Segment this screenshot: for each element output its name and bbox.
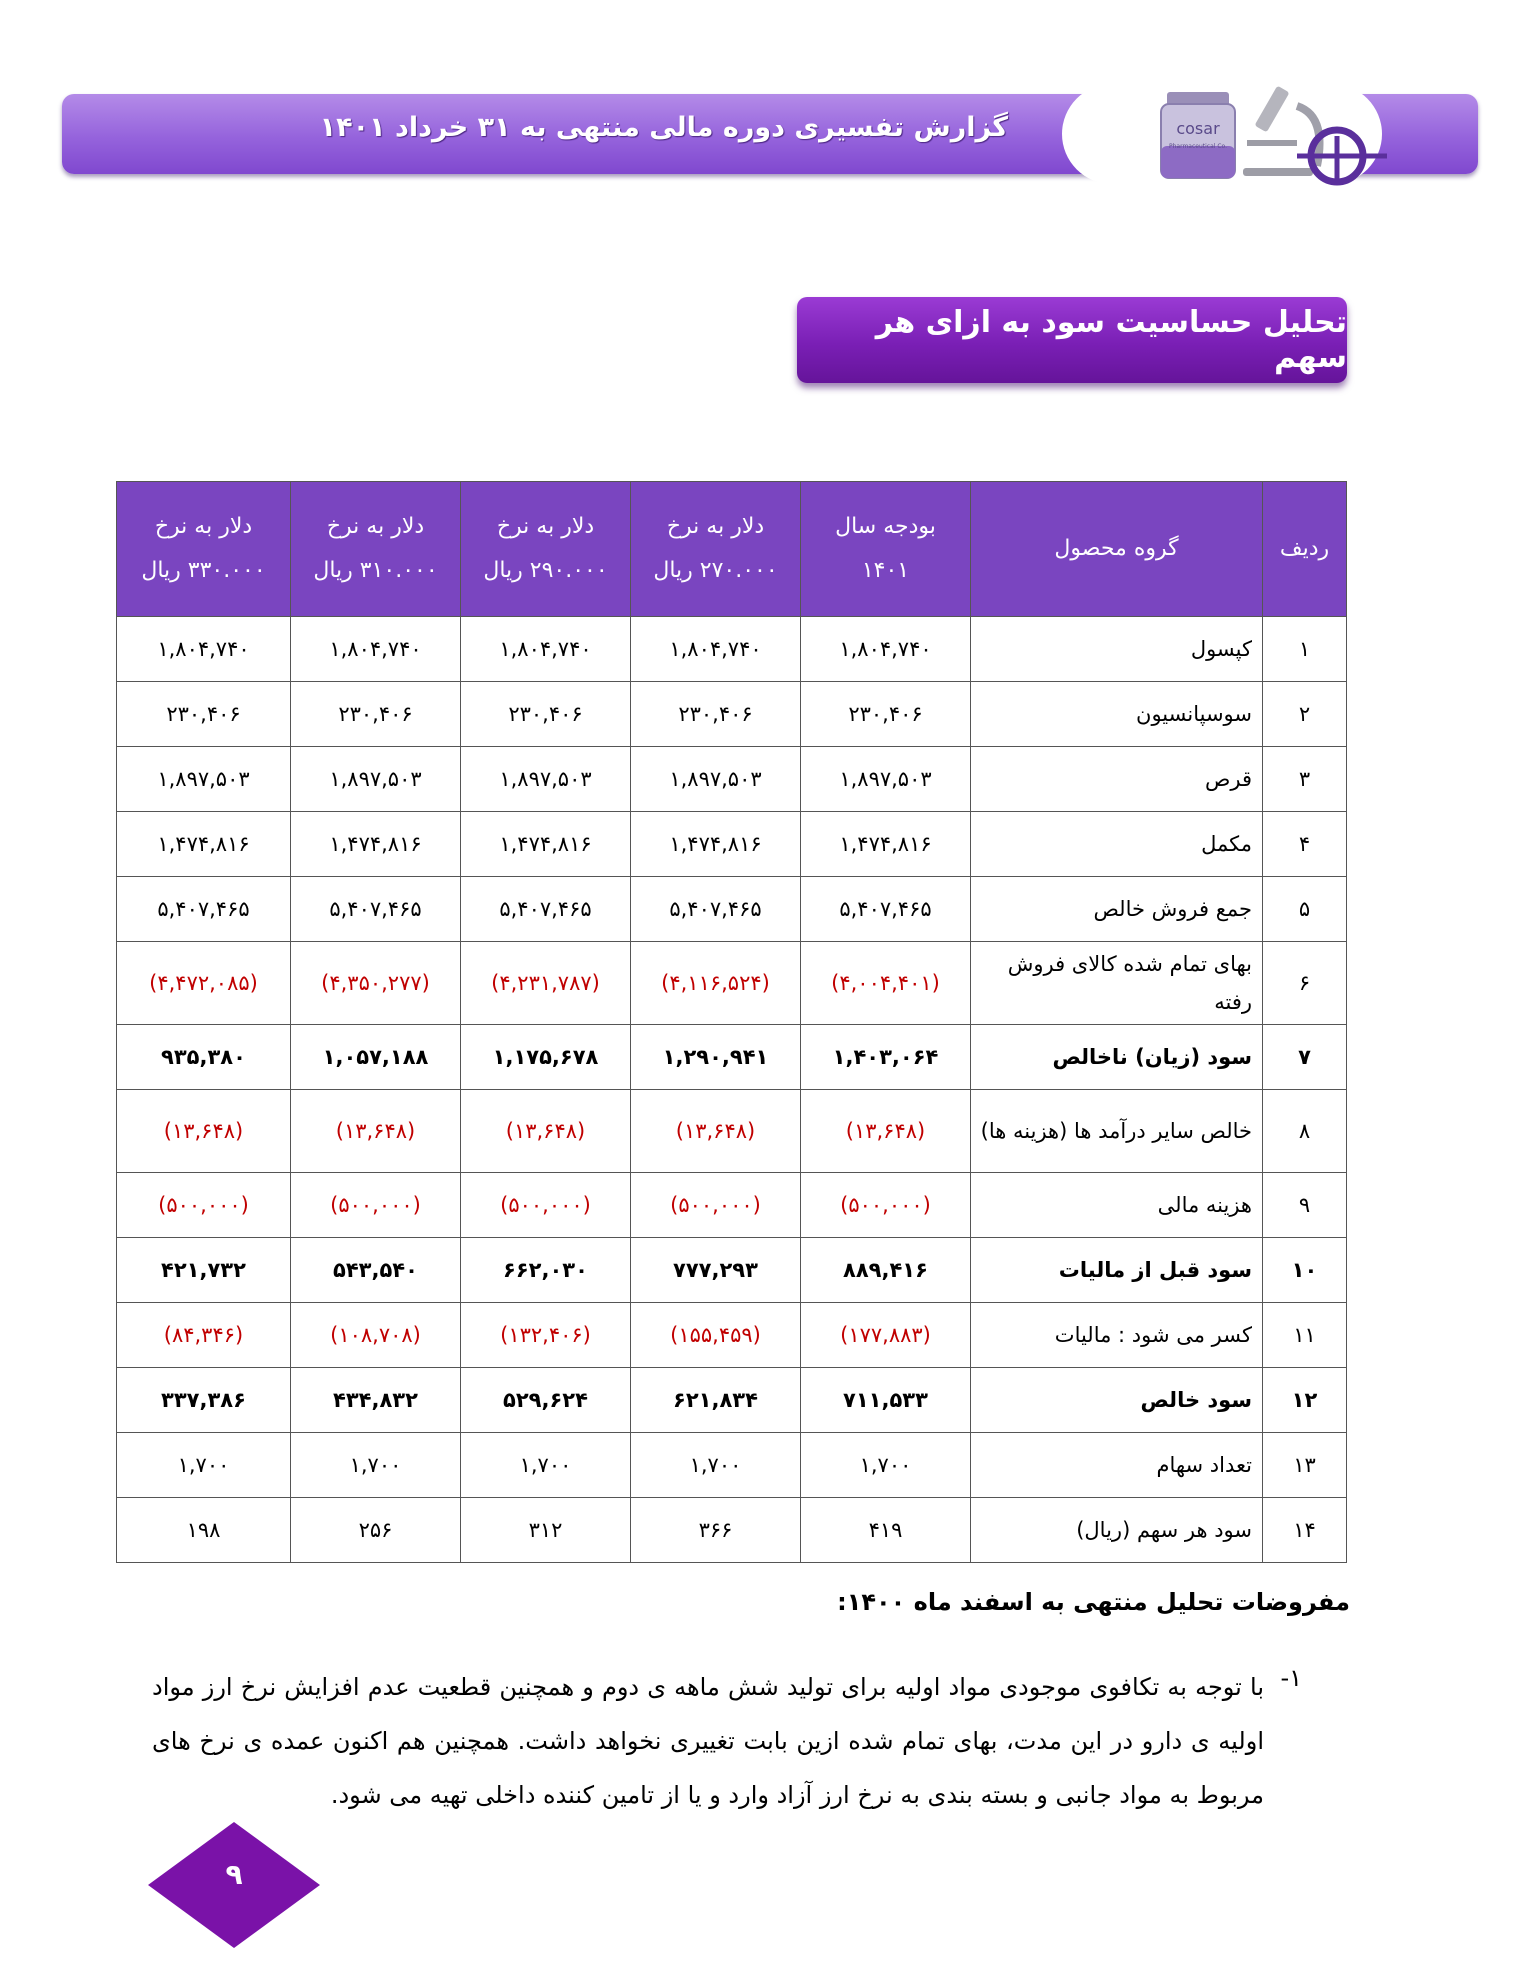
cell-budget: ۱,۷۰۰ xyxy=(801,1433,971,1498)
cell-budget: (۱۳,۶۴۸) xyxy=(801,1090,971,1173)
cell-rate-330: ۴۲۱,۷۳۲ xyxy=(117,1238,291,1303)
table-row xyxy=(117,1498,1347,1563)
cell-budget: (۴,۰۰۴,۴۰۱) xyxy=(801,942,971,1025)
header-rate-270: دلار به نرخ ۲۷۰.۰۰۰ ریال xyxy=(631,482,801,617)
table-row xyxy=(117,1173,1347,1238)
cell-rate-310: (۱۳,۶۴۸) xyxy=(291,1090,461,1173)
cell-rate-290: ۵۲۹,۶۲۴ xyxy=(461,1368,631,1433)
cell-rate-330: ۳۳۷,۳۸۶ xyxy=(117,1368,291,1433)
row-label: قرص xyxy=(971,747,1263,812)
cell-rate-330: ۱,۸۹۷,۵۰۳ xyxy=(117,747,291,812)
cell-rate-270: (۱۳,۶۴۸) xyxy=(631,1090,801,1173)
cell-rate-310: ۱,۰۵۷,۱۸۸ xyxy=(291,1025,461,1090)
cell-rate-330: (۸۴,۳۴۶) xyxy=(117,1303,291,1368)
cell-rate-330: (۱۳,۶۴۸) xyxy=(117,1090,291,1173)
row-number: ۴ xyxy=(1263,812,1347,877)
cell-rate-330: ۲۳۰,۴۰۶ xyxy=(117,682,291,747)
cell-rate-310: ۲۳۰,۴۰۶ xyxy=(291,682,461,747)
header-title: گزارش تفسیری دوره مالی منتهی به ۳۱ خرداد ۱۴۰۱ xyxy=(319,112,1008,143)
row-number: ۱۰ xyxy=(1263,1238,1347,1303)
row-label: جمع فروش خالص xyxy=(971,877,1263,942)
cell-rate-290: ۱,۱۷۵,۶۷۸ xyxy=(461,1025,631,1090)
cell-rate-310: ۴۳۴,۸۳۲ xyxy=(291,1368,461,1433)
cell-rate-290: (۱۳۲,۴۰۶) xyxy=(461,1303,631,1368)
row-label: هزینه مالی xyxy=(971,1173,1263,1238)
row-number: ۱۳ xyxy=(1263,1433,1347,1498)
row-number: ۸ xyxy=(1263,1090,1347,1173)
cell-rate-290: (۱۳,۶۴۸) xyxy=(461,1090,631,1173)
cell-rate-290: ۱,۸۹۷,۵۰۳ xyxy=(461,747,631,812)
row-label: مکمل xyxy=(971,812,1263,877)
section-title: تحلیل حساسیت سود به ازای هر سهم xyxy=(797,297,1347,383)
cell-rate-310: ۵,۴۰۷,۴۶۵ xyxy=(291,877,461,942)
cell-rate-310: ۵۴۳,۵۴۰ xyxy=(291,1238,461,1303)
cell-rate-330: ۱,۴۷۴,۸۱۶ xyxy=(117,812,291,877)
table-row xyxy=(117,1090,1347,1173)
assumptions-title: مفروضات تحلیل منتهی به اسفند ماه ۱۴۰۰: xyxy=(837,1588,1350,1616)
cell-rate-330: (۵۰۰,۰۰۰) xyxy=(117,1173,291,1238)
cell-rate-330: ۱۹۸ xyxy=(117,1498,291,1563)
cell-rate-270: ۵,۴۰۷,۴۶۵ xyxy=(631,877,801,942)
row-label: کسر می شود : مالیات xyxy=(971,1303,1263,1368)
row-label: سود هر سهم (ریال) xyxy=(971,1498,1263,1563)
cell-rate-330: (۴,۴۷۲,۰۸۵) xyxy=(117,942,291,1025)
row-label: سوسپانسیون xyxy=(971,682,1263,747)
cell-budget: (۵۰۰,۰۰۰) xyxy=(801,1173,971,1238)
cell-budget: ۱,۴۷۴,۸۱۶ xyxy=(801,812,971,877)
cell-rate-270: (۴,۱۱۶,۵۲۴) xyxy=(631,942,801,1025)
table-row xyxy=(117,1368,1347,1433)
row-label: کپسول xyxy=(971,617,1263,682)
cell-budget: ۴۱۹ xyxy=(801,1498,971,1563)
cell-rate-290: ۶۶۲,۰۳۰ xyxy=(461,1238,631,1303)
eps-sensitivity-table xyxy=(116,481,1347,1563)
table-row xyxy=(117,617,1347,682)
table-row xyxy=(117,1433,1347,1498)
row-number: ۵ xyxy=(1263,877,1347,942)
row-number: ۶ xyxy=(1263,942,1347,1025)
row-label: بهای تمام شده کالای فروش رفته xyxy=(971,942,1263,1025)
cell-budget: ۲۳۰,۴۰۶ xyxy=(801,682,971,747)
table-row xyxy=(117,812,1347,877)
cell-budget: ۱,۴۰۳,۰۶۴ xyxy=(801,1025,971,1090)
cell-rate-270: ۱,۲۹۰,۹۴۱ xyxy=(631,1025,801,1090)
cell-rate-310: (۱۰۸,۷۰۸) xyxy=(291,1303,461,1368)
row-label: خالص سایر درآمد ها (هزینه ها) xyxy=(971,1090,1263,1173)
cell-budget: ۷۱۱,۵۳۳ xyxy=(801,1368,971,1433)
company-logo xyxy=(1147,76,1397,186)
page-number: ۹ xyxy=(225,1858,243,1891)
assumption-text: با توجه به تکافوی موجودی مواد اولیه برای تولید شش ماهه ی دوم و همچنین قطعیت عدم افزایش نرخ ارز مواد اولیه ی دارو در این مدت، بهای تمام شده ازین بابت تغییری نخواهد داشت. همچنین هم اکنون عمده ی نرخ های مربوط به مواد جانبی و بسته بندی به نرخ ارز آزاد وارد و یا از تامین کننده داخلی تهیه می شود. xyxy=(152,1673,1264,1809)
cell-rate-290: (۴,۲۳۱,۷۸۷) xyxy=(461,942,631,1025)
cell-rate-290: ۱,۷۰۰ xyxy=(461,1433,631,1498)
header-budget: بودجه سال ۱۴۰۱ xyxy=(801,482,971,617)
cell-rate-290: ۱,۸۰۴,۷۴۰ xyxy=(461,617,631,682)
table-row xyxy=(117,747,1347,812)
cell-budget: ۸۸۹,۴۱۶ xyxy=(801,1238,971,1303)
cell-rate-290: ۵,۴۰۷,۴۶۵ xyxy=(461,877,631,942)
row-number: ۹ xyxy=(1263,1173,1347,1238)
assumption-number: ۱- xyxy=(1280,1664,1302,1692)
cell-rate-290: (۵۰۰,۰۰۰) xyxy=(461,1173,631,1238)
cell-rate-310: ۱,۸۹۷,۵۰۳ xyxy=(291,747,461,812)
cell-rate-330: ۹۳۵,۳۸۰ xyxy=(117,1025,291,1090)
cell-budget: ۱,۸۰۴,۷۴۰ xyxy=(801,617,971,682)
header-row-no: ردیف xyxy=(1263,482,1347,617)
logo-text: cosar xyxy=(1176,119,1220,138)
header-product-group: گروه محصول xyxy=(971,482,1263,617)
header-banner xyxy=(62,94,1478,178)
logo-subtext: Pharmaceutical Co. xyxy=(1168,143,1228,150)
cell-rate-270: (۱۵۵,۴۵۹) xyxy=(631,1303,801,1368)
table-row xyxy=(117,1238,1347,1303)
cell-rate-310: ۱,۸۰۴,۷۴۰ xyxy=(291,617,461,682)
cell-budget: ۵,۴۰۷,۴۶۵ xyxy=(801,877,971,942)
row-label: سود خالص xyxy=(971,1368,1263,1433)
cell-rate-330: ۱,۸۰۴,۷۴۰ xyxy=(117,617,291,682)
row-number: ۱۲ xyxy=(1263,1368,1347,1433)
table-row xyxy=(117,1025,1347,1090)
cell-rate-310: ۲۵۶ xyxy=(291,1498,461,1563)
row-number: ۱۴ xyxy=(1263,1498,1347,1563)
table-row xyxy=(117,1303,1347,1368)
cell-rate-330: ۵,۴۰۷,۴۶۵ xyxy=(117,877,291,942)
table-row xyxy=(117,682,1347,747)
cell-rate-270: ۳۶۶ xyxy=(631,1498,801,1563)
row-number: ۲ xyxy=(1263,682,1347,747)
cell-budget: ۱,۸۹۷,۵۰۳ xyxy=(801,747,971,812)
cell-rate-310: ۱,۴۷۴,۸۱۶ xyxy=(291,812,461,877)
cell-rate-330: ۱,۷۰۰ xyxy=(117,1433,291,1498)
cell-rate-290: ۱,۴۷۴,۸۱۶ xyxy=(461,812,631,877)
row-number: ۳ xyxy=(1263,747,1347,812)
row-label: سود قبل از مالیات xyxy=(971,1238,1263,1303)
row-number: ۷ xyxy=(1263,1025,1347,1090)
table-header-row xyxy=(117,482,1347,617)
cell-rate-270: ۱,۴۷۴,۸۱۶ xyxy=(631,812,801,877)
row-number: ۱ xyxy=(1263,617,1347,682)
header-rate-310: دلار به نرخ ۳۱۰.۰۰۰ ریال xyxy=(291,482,461,617)
row-label: سود (زیان) ناخالص xyxy=(971,1025,1263,1090)
header-rate-290: دلار به نرخ ۲۹۰.۰۰۰ ریال xyxy=(461,482,631,617)
cell-rate-270: ۲۳۰,۴۰۶ xyxy=(631,682,801,747)
table-row xyxy=(117,877,1347,942)
cell-rate-270: (۵۰۰,۰۰۰) xyxy=(631,1173,801,1238)
table-row xyxy=(117,942,1347,1025)
row-number: ۱۱ xyxy=(1263,1303,1347,1368)
header-rate-330: دلار به نرخ ۳۳۰.۰۰۰ ریال xyxy=(117,482,291,617)
cell-rate-270: ۷۷۷,۲۹۳ xyxy=(631,1238,801,1303)
cell-rate-270: ۱,۷۰۰ xyxy=(631,1433,801,1498)
cell-rate-270: ۱,۸۰۴,۷۴۰ xyxy=(631,617,801,682)
row-label: تعداد سهام xyxy=(971,1433,1263,1498)
cell-budget: (۱۷۷,۸۸۳) xyxy=(801,1303,971,1368)
cell-rate-310: (۵۰۰,۰۰۰) xyxy=(291,1173,461,1238)
cell-rate-270: ۱,۸۹۷,۵۰۳ xyxy=(631,747,801,812)
cell-rate-290: ۲۳۰,۴۰۶ xyxy=(461,682,631,747)
cell-rate-290: ۳۱۲ xyxy=(461,1498,631,1563)
cell-rate-310: ۱,۷۰۰ xyxy=(291,1433,461,1498)
cell-rate-270: ۶۲۱,۸۳۴ xyxy=(631,1368,801,1433)
cell-rate-310: (۴,۳۵۰,۲۷۷) xyxy=(291,942,461,1025)
